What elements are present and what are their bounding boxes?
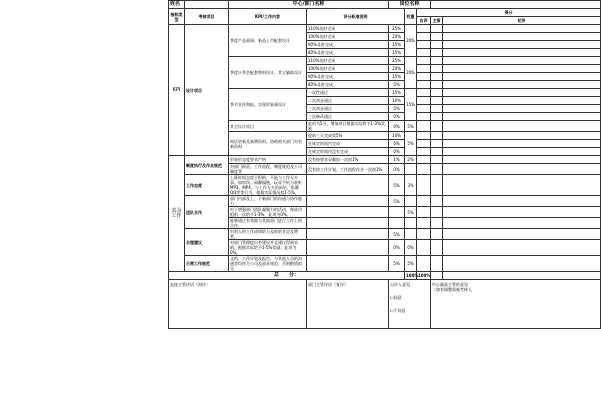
header-row — [169, 1, 601, 9]
initial-score-cell[interactable] — [443, 97, 601, 105]
self-score-cell[interactable] — [417, 175, 431, 196]
disagree-checkbox[interactable]: ☐不同意 — [390, 308, 406, 313]
criteria-score: 5% — [389, 105, 405, 113]
criteria-score: 0% — [389, 113, 405, 121]
self-review-label: 自评人意见 — [390, 282, 411, 287]
initial-score-cell[interactable] — [443, 175, 601, 196]
supervisor-score-cell[interactable] — [431, 41, 443, 49]
column-header-row — [169, 9, 601, 17]
total-score: 100% — [406, 273, 419, 278]
table-row — [169, 57, 601, 65]
initial-score-cell[interactable] — [443, 156, 601, 164]
criteria-score: 5% — [389, 256, 405, 272]
criteria-text: 在规定时间内没有完成 — [307, 148, 389, 156]
supervisor-score-cell[interactable] — [431, 256, 443, 272]
weight-value: 5% — [405, 256, 417, 272]
criteria-score: 15% — [389, 41, 405, 49]
col-initial: 初评 — [443, 17, 601, 25]
supervisor-score-cell[interactable] — [431, 97, 443, 105]
supervisor-score-cell[interactable] — [431, 148, 443, 156]
criteria-score: 5% — [389, 140, 405, 148]
criteria-text: 此项为5分，增加项目根据实际给予1-3%奖励 — [307, 121, 389, 132]
initial-score-cell[interactable] — [443, 140, 601, 148]
self-score-cell[interactable] — [417, 207, 431, 218]
self-score-cell[interactable] — [417, 65, 431, 73]
self-score-cell[interactable] — [417, 73, 431, 81]
criteria-score: 1% — [389, 156, 405, 164]
supervisor-score-cell[interactable] — [431, 240, 443, 256]
supervisor-score-cell[interactable] — [431, 105, 443, 113]
col-supervisor: 主管 — [432, 18, 441, 23]
criteria-score: 0% — [389, 121, 405, 132]
initial-score-cell[interactable] — [443, 81, 601, 89]
criteria-score: 20% — [389, 33, 405, 41]
other-item-label: 团队合作 — [185, 196, 229, 229]
initial-score-cell[interactable] — [443, 218, 601, 229]
task-content: 季度产品画册、新品上市配套设计 — [229, 25, 307, 57]
supervisor-score-cell[interactable] — [431, 207, 443, 218]
criteria-text: 80%及时完成 — [307, 49, 389, 57]
name-label: 姓名 — [169, 1, 185, 9]
center-note-cell — [431, 280, 601, 329]
initial-score-cell[interactable] — [443, 240, 601, 256]
initial-score-cell[interactable] — [443, 25, 601, 33]
weight-value: 20% — [405, 25, 417, 57]
col-item: 考核项目 — [185, 9, 229, 25]
col-content: KPI/工作内容 — [229, 9, 307, 25]
self-score-cell[interactable] — [417, 113, 431, 121]
other-type-label: 其余工作 — [169, 156, 185, 272]
other-item-label: 日常工作规范 — [185, 256, 229, 272]
task-content: 其它设计项目 — [229, 121, 307, 132]
total-label: 总 分： — [169, 272, 405, 280]
task-content: 上班时间态度于积极，不能与工作无关事、如串岗、闲聊搞链，玩弄手机与收听MP3、MP4，与工作无关的网站，私聊QQ等等行为，根据实际情况扣1-5%。 — [229, 175, 307, 196]
criteria-score: 15% — [389, 89, 405, 97]
self-score-cell[interactable] — [417, 97, 431, 105]
criteria-score: 10% — [389, 132, 405, 140]
initial-score-cell[interactable] — [443, 105, 601, 113]
criteria-score: 15% — [389, 73, 405, 81]
criteria-text: 二次初步通过 — [307, 97, 389, 105]
kpi-item-label: 设计项目 — [185, 25, 229, 156]
supervisor-score-cell[interactable] — [431, 121, 443, 132]
criteria-score: 25% — [389, 57, 405, 65]
criteria-text — [307, 196, 389, 207]
criteria-score — [389, 207, 405, 218]
weight-value — [405, 164, 417, 175]
weight-value: 5% — [405, 207, 417, 218]
supervisor-score-cell[interactable] — [431, 229, 443, 240]
col-score: 得分 — [417, 9, 601, 17]
col-type: 指标类型 — [169, 9, 185, 25]
supervisor-score-cell[interactable] — [431, 89, 443, 97]
criteria-score: 5% — [389, 196, 405, 207]
task-content: 季度应季会配套物料设计、其它辅助设计 — [229, 57, 307, 89]
supervisor-score-cell[interactable] — [431, 113, 443, 121]
criteria-text: 90%及时完成 — [307, 41, 389, 49]
criteria-score: 0% — [389, 240, 405, 256]
criteria-text: 110%及时完成 — [307, 57, 389, 65]
initial-score-cell[interactable] — [443, 256, 601, 272]
total-row — [169, 272, 601, 280]
criteria-score: 0% — [389, 164, 405, 175]
initial-score-cell[interactable] — [443, 148, 601, 156]
criteria-text: 三次修改通过 — [307, 113, 389, 121]
initial-score-cell[interactable] — [443, 229, 601, 240]
table-row — [169, 156, 601, 164]
criteria-score: 25% — [389, 25, 405, 33]
initial-score-cell[interactable] — [443, 89, 601, 97]
weight-value — [405, 218, 417, 229]
total-initial-cell[interactable] — [443, 272, 601, 280]
initial-score-cell[interactable] — [443, 73, 601, 81]
task-content: 网店更新及新增资料，协助相关部门对更新资料 — [229, 132, 307, 156]
table-row — [169, 196, 601, 207]
agree-checkbox[interactable]: ☐同意 — [390, 295, 402, 300]
criteria-score: 10% — [389, 97, 405, 105]
task-content: 季节宣传海报、实现形象画设计 — [229, 89, 307, 121]
self-score-cell[interactable] — [417, 89, 431, 97]
criteria-text — [307, 207, 389, 218]
criteria-score: 5% — [389, 81, 405, 89]
signoff-row — [169, 280, 601, 329]
supervisor-score-cell[interactable] — [431, 156, 443, 164]
supervisor-score-cell[interactable] — [431, 25, 443, 33]
task-content: 部门内部及上、下新部门的沟通与协作能力 — [229, 196, 307, 207]
table-row — [169, 229, 601, 240]
criteria-text: 100%及时完成 — [307, 65, 389, 73]
self-score-cell[interactable] — [417, 218, 431, 229]
supervisor-score-cell[interactable] — [431, 164, 443, 175]
post-label: 岗位名称 — [389, 1, 431, 9]
supervisor-score-cell[interactable] — [431, 65, 443, 73]
total-weight: 100% — [418, 273, 431, 278]
weight-value: 0% — [405, 240, 417, 256]
supervisor-score-cell[interactable] — [431, 140, 443, 148]
criteria-text — [307, 240, 389, 256]
criteria-text: 一次性通过 — [307, 89, 389, 97]
supervisor-score-cell[interactable] — [431, 196, 443, 207]
criteria-text — [307, 229, 389, 240]
supervisor-score-cell[interactable] — [431, 73, 443, 81]
self-score-cell[interactable] — [417, 196, 431, 207]
center-note-text-2: （如有调整需被考核人 — [432, 287, 473, 292]
weight-value: 15% — [405, 89, 417, 121]
initial-score-cell[interactable] — [443, 132, 601, 140]
criteria-score — [389, 218, 405, 229]
criteria-score: 20% — [389, 65, 405, 73]
criteria-score: 5% — [389, 229, 405, 240]
criteria-text — [307, 218, 389, 229]
supervisor-score-cell[interactable] — [431, 81, 443, 89]
initial-score-cell[interactable] — [443, 41, 601, 49]
criteria-text: 100%及时完成 — [307, 33, 389, 41]
criteria-text: 110%及时完成 — [307, 25, 389, 33]
center-note-text: 中心副高主管的意见 — [432, 282, 469, 287]
weight-value — [405, 229, 417, 240]
other-item-label: 制度执行及作业规范 — [185, 156, 229, 175]
task-content: 对部门职责、工作流程，制度规范及公司制度等 — [229, 164, 307, 175]
supervisor-score-cell[interactable] — [431, 132, 443, 140]
initial-score-cell[interactable] — [443, 65, 601, 73]
dept-review-label: 部门主管评语（复评） — [307, 280, 389, 329]
criteria-text: 80%及时完成 — [307, 81, 389, 89]
supervisor-score-cell[interactable] — [431, 175, 443, 196]
weight-value — [405, 196, 417, 207]
self-score-cell[interactable] — [417, 81, 431, 89]
criteria-text: 没有按要求穿戴扣一次扣1% — [307, 156, 389, 164]
supervisor-score-cell[interactable] — [431, 49, 443, 57]
direct-review-label: 直接主管评语（初评） — [169, 280, 307, 329]
initial-score-cell[interactable] — [443, 121, 601, 132]
self-score-cell[interactable] — [417, 256, 431, 272]
self-score-cell[interactable] — [417, 57, 431, 65]
criteria-score: 5% — [389, 175, 405, 196]
self-score-cell[interactable] — [417, 156, 431, 164]
other-item-label: 工作态度 — [185, 175, 229, 196]
weight-value: 20% — [405, 57, 417, 89]
initial-score-cell[interactable] — [443, 113, 601, 121]
criteria-score: 0% — [389, 148, 405, 156]
weight-value: 5% — [405, 132, 417, 156]
self-score-cell[interactable] — [417, 148, 431, 156]
table-row — [169, 218, 601, 229]
criteria-text: 90%及时完成 — [307, 73, 389, 81]
criteria-text: 提前三天完成奖5% — [307, 132, 389, 140]
kpi-table — [168, 0, 601, 329]
self-score-cell[interactable] — [417, 140, 431, 148]
self-score-cell[interactable] — [417, 105, 431, 113]
supervisor-score-cell[interactable] — [431, 218, 443, 229]
post-value[interactable] — [431, 1, 601, 9]
kpi-evaluation-sheet — [168, 0, 600, 400]
criteria-text: 三次初步通过 — [307, 105, 389, 113]
self-score-cell[interactable] — [417, 49, 431, 57]
self-score-cell[interactable] — [417, 25, 431, 33]
initial-score-cell[interactable] — [443, 33, 601, 41]
col-self: 自评 — [417, 17, 431, 25]
initial-score-cell[interactable] — [443, 57, 601, 65]
dept-label: 中心/部门名称 — [229, 1, 389, 9]
table-row — [169, 207, 601, 218]
weight-value: 3% — [405, 175, 417, 196]
table-row — [169, 175, 601, 196]
self-score-cell[interactable] — [417, 240, 431, 256]
self-score-cell[interactable] — [417, 164, 431, 175]
initial-score-cell[interactable] — [443, 207, 601, 218]
weight-value: 2% — [405, 156, 417, 164]
task-content: 形象形态度要求严格 — [229, 156, 307, 164]
task-content: 能够通过有效地与其他部门进行工作上的合作。 — [229, 218, 307, 229]
self-score-cell[interactable] — [417, 33, 431, 41]
criteria-text — [307, 175, 389, 196]
table-row — [169, 256, 601, 272]
self-score-cell[interactable] — [417, 229, 431, 240]
self-score-cell[interactable] — [417, 121, 431, 132]
initial-score-cell[interactable] — [443, 49, 601, 57]
criteria-text — [307, 256, 389, 272]
task-content: 文档、工作计划及报告、与其他人员的沟通等均符合公司及部业规范，否则酌情扣分 — [229, 256, 307, 272]
task-content: 对于增强部门团队凝聚力的活动，每成功组织一次给予1-3%，此项为0%。 — [229, 207, 307, 218]
col-criteria: 评分标准说明 — [307, 9, 405, 25]
table-row — [169, 164, 601, 175]
table-row — [169, 89, 601, 97]
other-item-label: 合理建议 — [185, 229, 229, 256]
self-score-cell[interactable] — [417, 132, 431, 140]
task-content: 对别人的工作成绩给与及时的肯定及赞赏。 — [229, 229, 307, 240]
supervisor-score-cell[interactable] — [431, 33, 443, 41]
weight-value: 5% — [405, 121, 417, 132]
criteria-score: 15% — [389, 49, 405, 57]
self-review-cell — [389, 280, 431, 329]
criteria-text: 没有按工作计划、工作流程作业一次扣1% — [307, 164, 389, 175]
criteria-text: 在规定时间内完成 — [307, 140, 389, 148]
task-content: 对部门管理提出有建设并且建议得到采纳，根据实际给予1-5%奖励，此项为0%。 — [229, 240, 307, 256]
supervisor-score-cell[interactable] — [431, 57, 443, 65]
kpi-type-label: KPI — [169, 25, 185, 156]
initial-score-cell[interactable] — [443, 164, 601, 175]
table-row — [169, 25, 601, 33]
self-score-cell[interactable] — [417, 41, 431, 49]
table-row — [169, 121, 601, 132]
name-value[interactable] — [185, 1, 229, 9]
total-supervisor-cell[interactable] — [431, 272, 443, 280]
initial-score-cell[interactable] — [443, 196, 601, 207]
table-row — [169, 132, 601, 140]
table-row — [169, 240, 601, 256]
col-weight: 权重 — [405, 9, 417, 25]
